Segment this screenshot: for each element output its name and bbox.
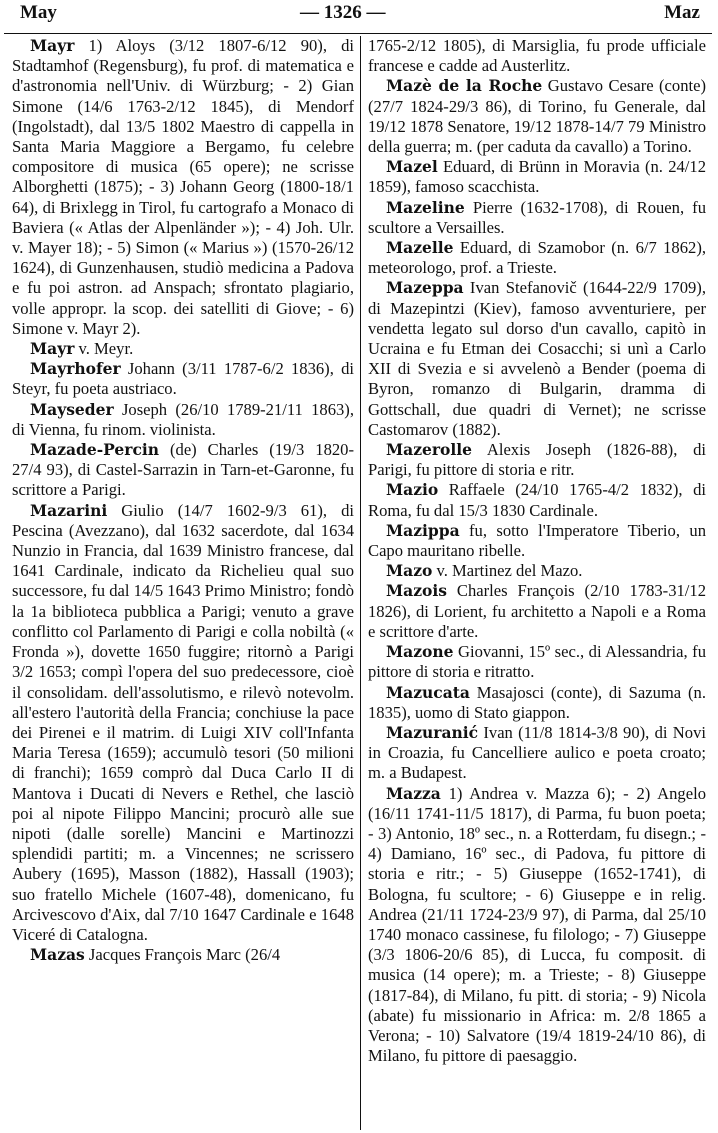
entry <box>368 683 706 723</box>
entry-headword: Mazarini <box>30 500 108 520</box>
entry <box>12 359 354 399</box>
entry-headword: Mazel <box>386 157 438 177</box>
entry <box>368 561 706 581</box>
entry-headword: Mazza <box>386 783 441 803</box>
entry-text: Alexis Joseph (1826-88), di Parigi, fu pittore di storia e ritr. <box>368 440 706 480</box>
entry-text: fu, sotto l'Imperatore Tiberio, un Capo mauritano ribelle. <box>368 520 706 561</box>
entry-headword: Mazuranić <box>386 722 479 742</box>
entry-headword: Mazucata <box>386 682 470 702</box>
entry-headword: Mazerolle <box>386 440 473 460</box>
entry <box>368 198 706 238</box>
entry <box>368 76 706 157</box>
entry <box>368 238 706 278</box>
running-header <box>0 2 718 28</box>
page-number: — 1326 — <box>300 2 386 23</box>
header-left-guide-word: May <box>20 2 57 23</box>
entry-text: Charles François (2/10 1783-31/12 1826), di Lorient, fu architetto a Napoli e a Roma e scrittore d'arte. <box>368 581 706 641</box>
header-rule <box>4 33 712 34</box>
entry-text: 1) Andrea v. Mazza 6); - 2) Angelo (16/11 1741-11/5 1817), di Parma, fu buon poeta; - 3) Antonio, 18º sec., n. a Rotterdam, fu disegn.; - 4) Damiano, 16º sec., di Padova, fu pittore di storia e ritr.; - 5) Giuseppe (1652-1741), di Bologna, fu scultore; - 6) Giuseppe e in relig. Andrea (21/11 1724-23/9 97), di Parma, dal 25/10 1740 monaco cassinese, fu filologo; - 7) Giuseppe (3/3 1806-20/6 85), di Lucca, fu composit. di musica (14 opere); m. a Trieste; - 8) Giuseppe (1817-84), di Milano, fu pitt. di storia; - 9) Nicola (abate) fu missionario in Africa: m. 2/8 1865 a Verona; - 10) Salvatore (19/4 1819-24/10 86), di Milano, fu pittore di paesaggio. <box>368 783 706 1066</box>
entry <box>368 642 706 682</box>
column-divider <box>360 36 361 1130</box>
entry-headword: Mayr <box>30 36 75 55</box>
entry <box>368 723 706 784</box>
entry <box>12 36 354 339</box>
entry <box>368 521 706 561</box>
entry <box>12 339 354 359</box>
entry <box>12 400 354 440</box>
entry-text: Gustavo Cesare (conte) (27/7 1824-29/3 86), di Torino, fu Generale, dal 19/12 1878 Senatore, 19/12 1878-14/7 79 Ministro della guerra; m. (per caduta da cavallo) a Torino. <box>368 76 706 157</box>
left-column <box>12 36 354 965</box>
entry-text: Masajosci (conte), di Sazuma (n. 1835), uomo di Stato giappon. <box>368 682 706 722</box>
entry-headword: Mazade-Percin <box>30 440 160 460</box>
entry-text: Jacques François Marc (26/4 <box>84 945 281 965</box>
header-right-guide-word: Maz <box>664 2 700 23</box>
entry-headword: Mayseder <box>30 399 114 419</box>
entry-continuation <box>368 36 706 76</box>
entry-text: Joseph (26/10 1789-21/11 1863), di Vienna, fu rinom. violinista. <box>12 399 354 439</box>
entry <box>368 278 706 440</box>
entry-text: 1765-2/12 1805), di Marsiglia, fu prode ufficiale francese e cadde ad Austerlitz. <box>368 36 706 76</box>
entry-text: Ivan Stefanovič (1644-22/9 1709), di Mazepintzi (Kiev), famoso avventuriere, per vendetta legato sul dorso d'un cavallo, capitò in Ucraina e fu Etman dei Cosacchi; si unì a Carlo XII di Svezia e si avvelenò a Bender (poema di Byron, romanzo di Bulgarin, dramma di Gottschall, due quadri di Vernet); ne scrisse Castomarov (1882). <box>368 278 706 439</box>
entry-text: Giovanni, 15º sec., di Alessandria, fu pittore di storia e ritratto. <box>368 642 706 682</box>
entry-text: Raffaele (24/10 1765-4/2 1832), di Roma, fu dal 15/3 1830 Cardinale. <box>368 480 706 520</box>
entry <box>368 784 706 1067</box>
entry-headword: Mazelle <box>386 238 454 258</box>
entry-headword: Mayrhofer <box>30 359 121 379</box>
entry-headword: Mazippa <box>386 520 460 540</box>
entry-headword: Mazone <box>386 642 454 662</box>
entry-text: Eduard, di Szamobor (n. 6/7 1862), meteorologo, prof. a Trieste. <box>368 238 706 278</box>
entry-headword: Mazo <box>386 561 433 581</box>
entry-text: Eduard, di Brünn in Moravia (n. 24/12 1859), famoso scacchista. <box>368 157 706 197</box>
entry <box>368 440 706 480</box>
entry-text: v. Meyr. <box>74 339 134 359</box>
entry <box>368 480 706 520</box>
entry <box>12 440 354 501</box>
entry-text: v. Martinez del Mazo. <box>432 561 583 581</box>
entry <box>12 501 354 945</box>
entry-text: Johann (3/11 1787-6/2 1836), di Steyr, fu poeta austriaco. <box>12 359 354 399</box>
entry <box>368 581 706 642</box>
right-column <box>368 36 706 1066</box>
entry-text: Pierre (1632-1708), di Rouen, fu scultore a Versailles. <box>368 197 706 237</box>
entry <box>12 945 354 965</box>
entry-headword: Mazeline <box>386 197 465 217</box>
entry-headword: Mazas <box>30 945 85 965</box>
entry-text: Ivan (11/8 1814-3/8 90), di Novi in Croazia, fu Cancelliere aulico e poeta croato; m. a Budapest. <box>368 722 706 783</box>
entry-headword: Mazeppa <box>386 278 464 298</box>
entry-text: Giulio (14/7 1602-9/3 61), di Pescina (Avezzano), dal 1632 sacerdote, dal 1634 Nunzio in Francia, dal 1639 Ministro francese, dal 1641 Cardinale, indicato da Richelieu qual suo successore, fu dal 14/5 1643 Primo Ministro; fondò la 1a biblioteca pubblica a Parigi; venuto a grave conflitto col Parlamento di Parigi e colla nobiltà (« Fronda »), dovette 1650 fuggire; ritornò a Parigi 3/2 1653; compì l'opera del suo predecessore, cioè il consolidam. dell'assolutismo, e rilevò notevolm. all'estero l'autorità della Francia; conchiuse la pace dei Pirenei e il matrim. di Luigi XIV coll'Infanta Maria Teresa (1659); accumulò tesori (50 milioni di franchi); 1659 comprò dal Duca Carlo II di Mantova i Ducati di Nevers e Rethel, che lasciò poi al nipote Filippo Mancini; procurò alle sue nipoti (dalle sorelle) Mancini e Martinozzi splendidi partiti; m. a Vincennes; ne scrissero Aubery (1695), Masson (1882), Hassall (1903); suo fratello Michele (1607-48), domenicano, fu Arcivescovo d'Aix, dal 7/10 1647 Cardinale e 1648 Viceré di Catalogna. <box>12 500 354 944</box>
entry-headword: Mayr <box>30 339 75 359</box>
entry-headword: Mazè de la Roche <box>386 76 543 96</box>
entry-text: 1) Aloys (3/12 1807-6/12 90), di Stadtamhof (Regensburg), fu prof. di matematica e d'astronomia nell'Univ. di Würzburg; - 2) Gian Simone (14/6 1763-2/12 1845), di Mendorf (Ingolstadt), dal 13/5 1802 Maestro di cappella in Santa Maria Maggiore a Bergamo, fu celebre compositore di musica (65 opere); ne scrisse Alborghetti (1875); - 3) Johann Georg (1800-18/1 64), di Brixlegg in Tirol, fu cartografo a Monaco di Baviera (« Atlas der Alpenländer »); - 4) Joh. Ulr. v. Mayer 18); - 5) Simon (« Marius ») (1570-26/12 1624), di Gunzenhausen, studiò medicina a Padova e fu poi astron. ad Anspach; sfrontato plagiario, volle appropr. la scop. dei satelliti di Giove; - 6) Simone v. Mayr 2). <box>12 36 354 338</box>
entry-headword: Mazio <box>386 480 439 500</box>
entry-text: (de) Charles (19/3 1820-27/4 93), di Castel-Sarrazin in Tarn-et-Garonne, fu scrittore a Parigi. <box>12 440 354 500</box>
entry <box>368 157 706 197</box>
entry-headword: Mazois <box>386 581 447 601</box>
